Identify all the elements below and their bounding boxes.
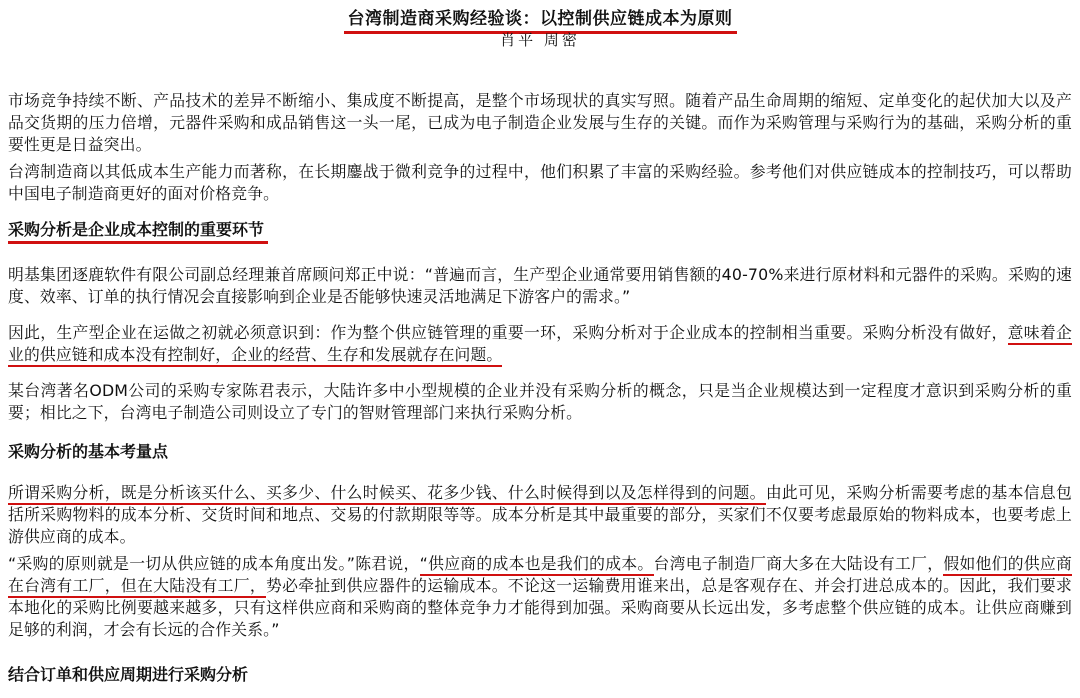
highlight-definition: 所谓采购分析，既是分析该买什么、买多少、什么时候买、花多少钱、什么时候得到以及怎样得到的问题。 — [8, 483, 766, 505]
paragraph-therefore-lead: 因此，生产型企业在运做之初就必须意识到：作为整个供应链管理的重要一环，采购分析对于企业成本的控制相当重要。采购分析没有做好， — [8, 323, 1008, 342]
paragraph-benq-quote: 明基集团逐鹿软件有限公司副总经理兼首席顾问郑正中说：“普遍而言，生产型企业通常要用销售额的40-70%来进行原材料和元器件的采购。采购的速度、效率、订单的执行情况会直接影响到企业是否能够快速灵活地满足下游客户的需求。” — [8, 265, 1072, 306]
paragraph-definition — [8, 482, 1072, 548]
section-heading-order-cycle: 结合订单和供应周期进行采购分析 — [8, 665, 249, 684]
paragraph-definition-rest: 由此可见，采购分析需要考虑的基本信息包括所采购物料的成本分析、交货时间和地点、交易的付款期限等等。成本分析是其中最重要的部分，买家们不仅要考虑最原始的物料成本，也要考虑上游供应商的成本。 — [8, 483, 1072, 546]
paragraph-principle-rest: 势必牵扯到供应器件的运输成本。不论这一运输费用谁来出，总是客观存在、并会打进总成本的。因此，我们要求本地化的采购比例要越来越多，只有这样供应商和采购商的整体竞争力才能得到加强。采购商要从长远出发，多考虑整个供应链的成本。让供应商赚到足够的利润，才会有长远的合作关系。” — [8, 576, 1072, 639]
paragraph-principle-quote: “采购的原则就是一切从供应链的成本角度出发。”陈君说， — [8, 554, 420, 573]
paragraph-taiwan-manufacturers: 台湾制造商以其低成本生产能力而著称，在长期鏖战于微利竞争的过程中，他们积累了丰富的采购经验。参考他们对供应链成本的控制技巧，可以帮助中国电子制造商更好的面对价格竞争。 — [8, 162, 1072, 203]
paragraph-principle-mainland: 台湾电子制造厂商大多在大陆设有工厂， — [653, 554, 944, 573]
paragraph-principle — [8, 553, 1072, 641]
paragraph-intro: 市场竞争持续不断、产品技术的差异不断缩小、集成度不断提高，是整个市场现状的真实写照。随着产品生命周期的缩短、定单变化的起伏加大以及产品交货期的压力倍增，元器件采购和成品销售这一头一尾，已成为电子制造企业发展与生存的关键。而作为采购管理与采购行为的基础，采购分析的重要性更是日益突出。 — [8, 91, 1072, 154]
article-title-text: 台湾制造商采购经验谈：以控制供应链成本为原则 — [344, 8, 737, 34]
paragraph-therefore — [8, 322, 1072, 366]
section-heading-cost-control: 采购分析是企业成本控制的重要环节 — [8, 219, 268, 244]
paragraph-odm-expert: 某台湾著名ODM公司的采购专家陈君表示，大陆许多中小型规模的企业并没有采购分析的概念，只是当企业规模达到一定程度才意识到采购分析的重要；相比之下，台湾电子制造公司则设立了专门的智财管理部门来执行采购分析。 — [8, 381, 1072, 422]
highlight-supply-chain-risk: 意味着企业的供应链和成本没有控制好，企业的经营、生存和发展就存在问题。 — [8, 323, 1072, 367]
article-authors: 肖平 周密 — [500, 31, 580, 49]
highlight-supplier-cost: “供应商的成本也是我们的成本。 — [420, 554, 654, 576]
highlight-factory-location: 假如他们的供应商在台湾有工厂，但在大陆没有工厂， — [8, 554, 1072, 598]
section-heading-basics: 采购分析的基本考量点 — [8, 442, 169, 461]
